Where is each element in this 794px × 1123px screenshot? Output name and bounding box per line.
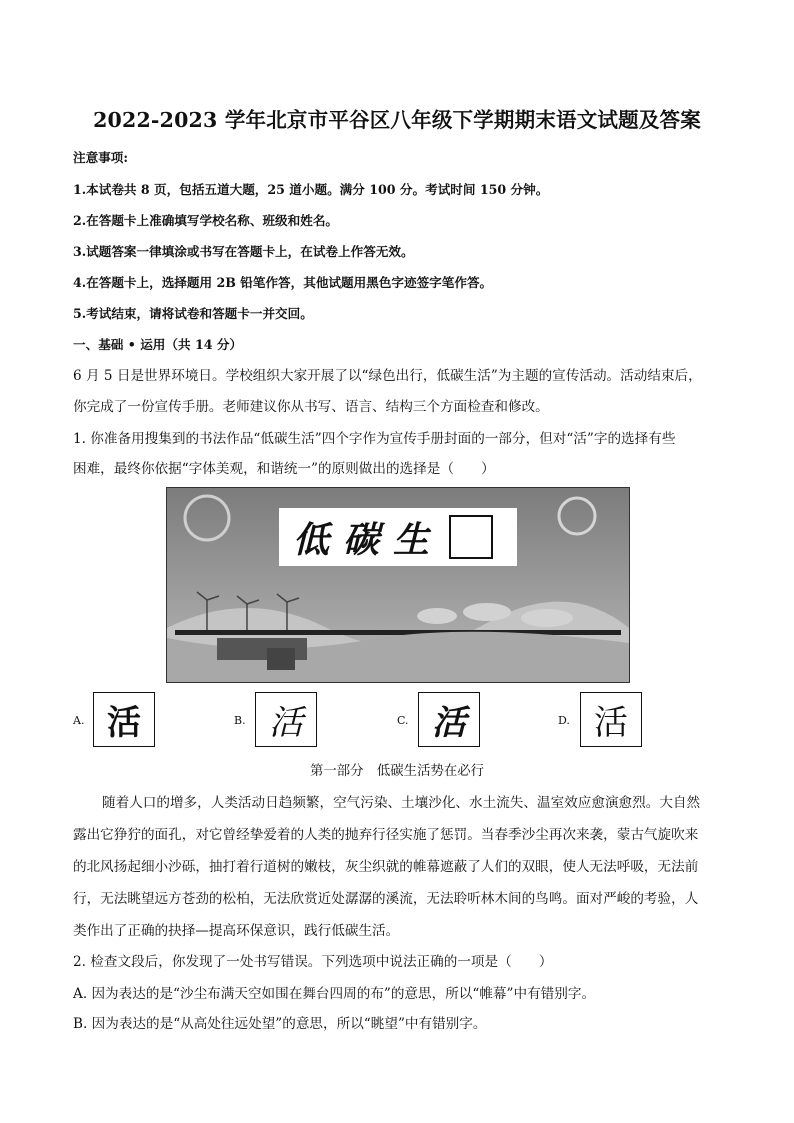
blank-box: [449, 515, 493, 559]
notice-item: 2.在答题卡上准确填写学校名称、班级和姓名。: [73, 213, 339, 228]
poster-sign: [279, 508, 517, 566]
passage-line: 的北风扬起细小沙砾，抽打着行道树的嫩枝，灰尘织就的帷幕遮蔽了人们的双眼，使人无法呼吸，无法前: [73, 859, 699, 875]
option-letter: D.: [558, 714, 570, 727]
option-c-box: [418, 692, 480, 747]
option-d-box: [580, 692, 642, 747]
option-b-box: [255, 692, 317, 747]
notice-item: 3.试题答案一律填涂或书写在答题卡上，在试卷上作答无效。: [73, 244, 414, 259]
passage-line: 类作出了正确的抉择—提高环保意识，践行低碳生活。: [73, 923, 400, 939]
option-letter: C.: [397, 714, 409, 727]
passage-line: 露出它狰狞的面孔，对它曾经挚爱着的人类的抛弃行径实施了惩罚。当春季沙尘再次来袭，蒙古气旋吹来: [73, 827, 699, 843]
option-glyph: 活: [594, 703, 628, 743]
notice-heading: 注意事项:: [73, 150, 129, 165]
section-heading: 一、基础 • 运用（共 14 分）: [73, 337, 243, 352]
option-glyph: 活: [269, 703, 303, 743]
part-caption: 第一部分 低碳生活势在必行: [309, 764, 485, 779]
notice-item: 1.本试卷共 8 页，包括五道大题，25 道小题。满分 100 分。考试时间 150 分钟。: [73, 182, 549, 197]
notice-item: 4.在答题卡上，选择题用 2B 铅笔作答，其他试题用黑色字迹签字笔作答。: [73, 275, 493, 290]
page-title: 2022-2023 学年北京市平谷区八年级下学期期末语文试题及答案: [93, 108, 701, 132]
intro-line: 6 月 5 日是世界环境日。学校组织大家开展了以“绿色出行，低碳生活”为主题的宣传活动。活动结束后，: [73, 368, 702, 384]
poster-char: 低: [293, 518, 330, 561]
option-a-box: [93, 692, 155, 747]
poster-char: 生: [393, 518, 430, 561]
question-2-option: A. 因为表达的是“沙尘布满天空如围在舞台四周的布”的意思，所以“帷幕”中有错别字。: [73, 986, 596, 1002]
poster-picture: [166, 487, 630, 683]
intro-line: 你完成了一份宣传手册。老师建议你从书写、语言、结构三个方面检查和修改。: [73, 399, 549, 415]
passage-line: 行，无法眺望远方苍劲的松柏，无法欣赏近处潺潺的溪流，无法聆听林木间的鸟鸣。面对严峻的考验，人: [73, 891, 699, 907]
passage-line: 随着人口的增多，人类活动日趋频繁，空气污染、土壤沙化、水土流失、温室效应愈演愈烈。大自然: [102, 795, 701, 811]
notice-item: 5.考试结束，请将试卷和答题卡一并交回。: [73, 306, 313, 321]
option-letter: B.: [234, 714, 246, 727]
option-glyph: 活: [107, 703, 141, 743]
question-2: 2. 检查文段后，你发现了一处书写错误。下列选项中说法正确的一项是（ ）: [73, 954, 553, 970]
poster-char: 碳: [343, 518, 380, 561]
question-2-option: B. 因为表达的是“从高处往远处望”的意思，所以“眺望”中有错别字。: [73, 1016, 487, 1032]
question-1-line: 1. 你准备用搜集到的书法作品“低碳生活”四个字作为宣传手册封面的一部分，但对“活”字的选择有些: [73, 431, 676, 447]
question-1-line: 困难，最终你依据“字体美观，和谐统一”的原则做出的选择是（ ）: [73, 461, 495, 477]
option-glyph: 活: [432, 703, 466, 743]
option-letter: A.: [73, 714, 85, 727]
